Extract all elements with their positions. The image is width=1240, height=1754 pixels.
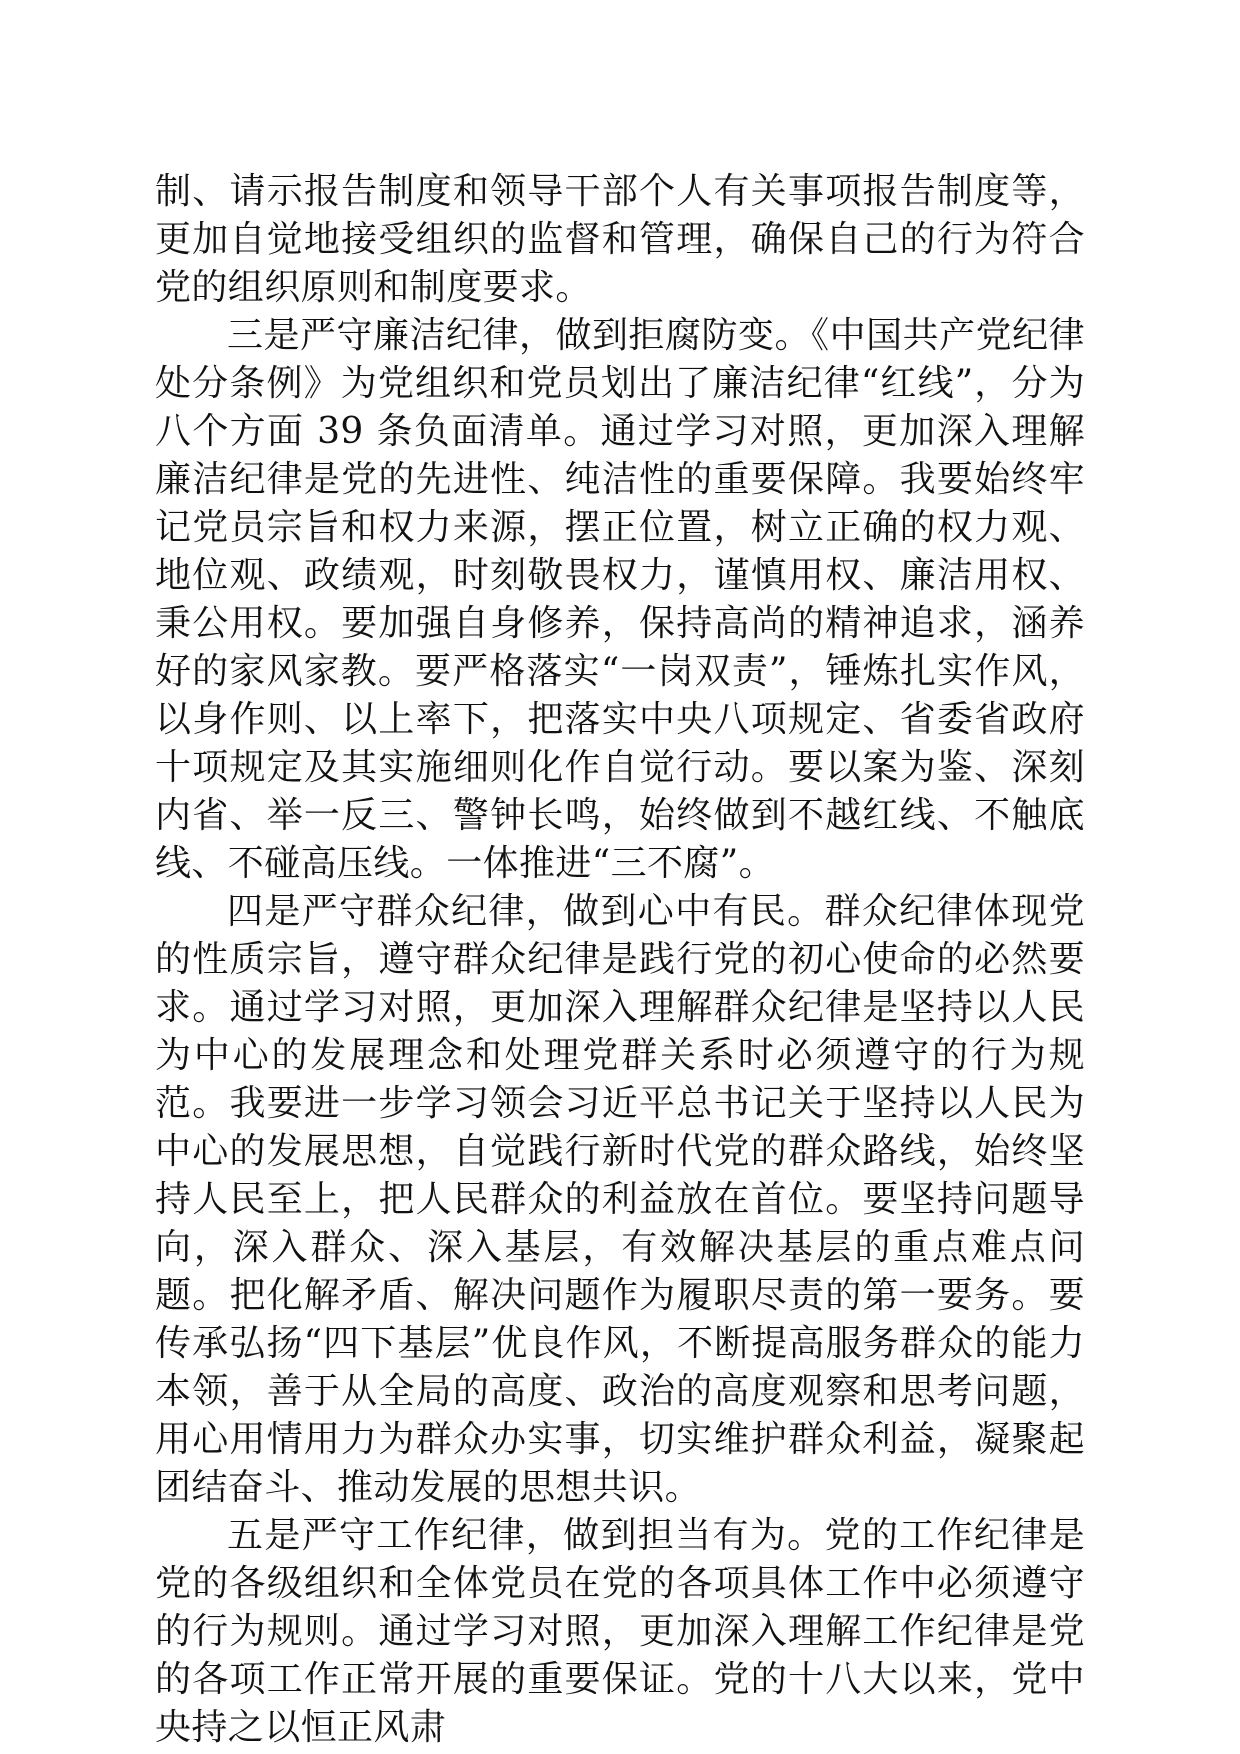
paragraph-mass-discipline: 四是严守群众纪律，做到心中有民。群众纪律体现党的性质宗旨，遵守群众纪律是践行党的初心使命的必然要求。通过学习对照，更加深入理解群众纪律是坚持以人民为中心的发展理念和处理党群关系时必须遵守的行为规范。我要进一步学习领会习近平总书记关于坚持以人民为中心的发展思想，自觉践行新时代党的群众路线，始终坚持人民至上，把人民群众的利益放在首位。要坚持问题导向，深入群众、深入基层，有效解决基层的重点难点问题。把化解矛盾、解决问题作为履职尽责的第一要务。要传承弘扬“四下基层”优良作风，不断提高服务群众的能力本领，善于从全局的高度、政治的高度观察和思考问题，用心用情用力为群众办实事，切实维护群众利益，凝聚起团结奋斗、推动发展的思想共识。 (155, 891, 1085, 1508)
paragraph-work-discipline: 五是严守工作纪律，做到担当有为。党的工作纪律是党的各级组织和全体党员在党的各项具体工作中必须遵守的行为规则。通过学习对照，更加深入理解工作纪律是党的各项工作正常开展的重要保证。党的十八大以来，党中央持之以恒正风肃 (155, 1515, 1085, 1748)
document-body (155, 168, 1085, 1752)
paragraph-integrity-discipline: 三是严守廉洁纪律，做到拒腐防变。《中国共产党纪律处分条例》为党组织和党员划出了廉洁纪律“红线”，分为八个方面 39 条负面清单。通过学习对照，更加深入理解廉洁纪律是党的先进性、纯洁性的重要保障。我要始终牢记党员宗旨和权力来源，摆正位置，树立正确的权力观、地位观、政绩观，时刻敬畏权力，谨慎用权、廉洁用权、秉公用权。要加强自身修养，保持高尚的精神追求，涵养好的家风家教。要严格落实“一岗双责”，锤炼扎实作风，以身作则、以上率下，把落实中央八项规定、省委省政府十项规定及其实施细则化作自觉行动。要以案为鉴、深刻内省、举一反三、警钟长鸣，始终做到不越红线、不触底线、不碰高压线。一体推进“三不腐”。 (155, 315, 1085, 884)
paragraph-continuation: 制、请示报告制度和领导干部个人有关事项报告制度等，更加自觉地接受组织的监督和管理，确保自己的行为符合党的组织原则和制度要求。 (155, 171, 1085, 308)
